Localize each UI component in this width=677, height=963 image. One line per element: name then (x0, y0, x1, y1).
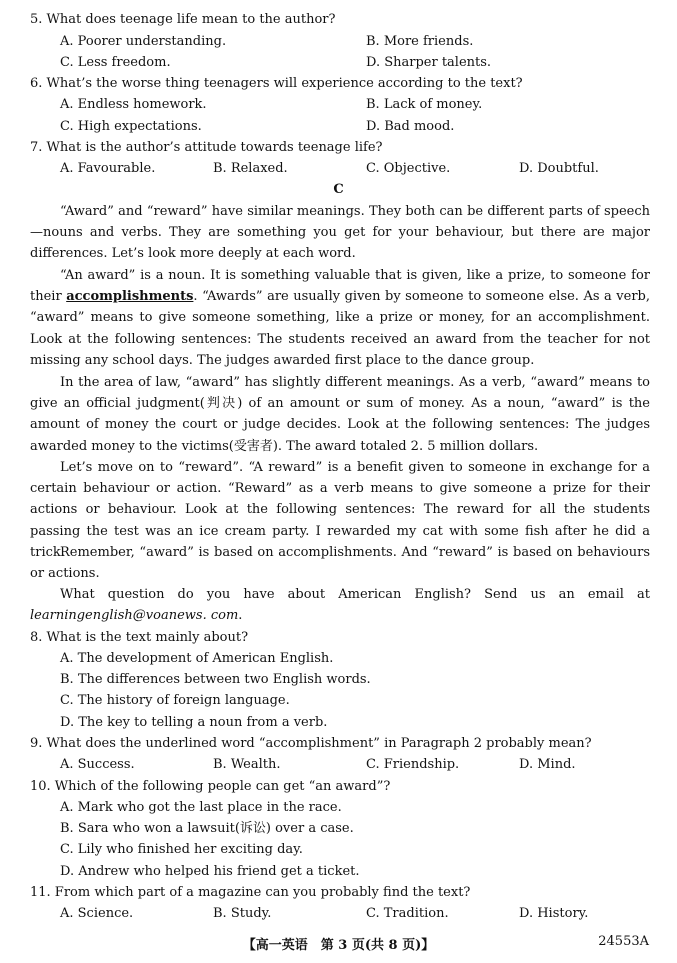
question-5: 5. What does teenage life mean to the author? (30, 12, 336, 27)
q8-option-c: C. The history of foreign language. (60, 693, 290, 708)
passage-paragraph-1: “Award” and “reward” have similar meanings. They both can be different parts of speech—nouns and verbs. They are something you get for your behaviour, but there are major differences. Let’s look more deeply at each word. (30, 204, 650, 262)
p2-text-start: “An award” is a noun. It is something valuable that is given, like a prize, to someone for their (30, 268, 650, 305)
question-9: 9. What does the underlined word “accomplishment” in Paragraph 2 probably mean? (30, 736, 592, 751)
q9-option-b: B. Wealth. (213, 757, 281, 772)
question-7: 7. What is the author’s attitude towards teenage life? (30, 140, 383, 155)
underlined-word-accomplishments: accomplishments (66, 289, 194, 305)
p6-text-start: What question do you have about American English? Send us an email at (60, 587, 650, 602)
passage-paragraph-5: Remember, “award” is based on accomplishments. And “reward” is based on behaviours or actions. (30, 545, 650, 582)
q7-option-d: D. Doubtful. (519, 161, 599, 176)
section-heading: C (333, 182, 344, 197)
question-11: 11. From which part of a magazine can you probably find the text? (30, 885, 471, 900)
q11-option-d: D. History. (519, 906, 589, 921)
q6-option-d: D. Bad mood. (366, 119, 455, 134)
q9-option-d: D. Mind. (519, 757, 576, 772)
q7-option-a: A. Favourable. (60, 161, 156, 176)
q9-option-c: C. Friendship. (366, 757, 460, 772)
q10-option-c: C. Lily who finished her exciting day. (60, 842, 303, 857)
q5-option-d: D. Sharper talents. (366, 55, 492, 70)
exam-code: 24553A (598, 934, 649, 949)
q5-option-a: A. Poorer understanding. (60, 34, 227, 49)
question-8: 8. What is the text mainly about? (30, 630, 249, 645)
passage-paragraph-2 (30, 265, 650, 371)
q10-option-a: A. Mark who got the last place in the race. (60, 800, 342, 815)
q10-option-d: D. Andrew who helped his friend get a ticket. (60, 864, 360, 879)
q5-option-c: C. Less freedom. (60, 55, 171, 70)
q7-option-b: B. Relaxed. (213, 161, 288, 176)
email-address: learningenglish@voanews. com (30, 608, 239, 624)
p6-text-end: . (238, 608, 243, 624)
q9-option-a: A. Success. (60, 757, 135, 772)
q7-option-c: C. Objective. (366, 161, 451, 176)
q6-option-b: B. Lack of money. (366, 97, 483, 112)
q6-option-c: C. High expectations. (60, 119, 202, 134)
p2-text-end: . “Awards” are usually given by someone to someone else. As a verb, “award” means to give someone something, like a prize or money, for an accomplishment. Look at the following sentences: The students received an award from the teacher for not missing any school days. The judges awarded first place to the dance group. (30, 289, 650, 368)
q11-option-a: A. Science. (60, 906, 134, 921)
q8-option-a: A. The development of American English. (60, 651, 334, 666)
question-6: 6. What’s the worse thing teenagers will experience according to the text? (30, 76, 523, 91)
passage-paragraph-4: Let’s move on to “reward”. “A reward” is a benefit given to someone in exchange for a certain behaviour or action. “Reward” as a verb means to give someone a prize for their actions or behaviour. Look at the following sentences: The reward for all the students passing the test was an ice cream party. I rewarded my cat with some fish after he did a trick. (30, 460, 650, 560)
passage-paragraph-6 (30, 584, 650, 626)
q6-option-a: A. Endless homework. (60, 97, 207, 112)
q8-option-b: B. The differences between two English words. (60, 672, 371, 687)
q5-option-b: B. More friends. (366, 34, 474, 49)
q11-option-b: B. Study. (213, 906, 272, 921)
passage-paragraph-3: In the area of law, “award” has slightly different meanings. As a verb, “award” means to give an official judgment(判决) of an amount or sum of money. As a noun, “award” is the amount of money the court or judge decides. Look at the following sentences: The judges awarded money to the victims(受害者). The award totaled 2. 5 million dollars. (30, 375, 650, 454)
page-number-label: 【高一英语 第 3 页(共 8 页)】 (242, 938, 435, 953)
q8-option-d: D. The key to telling a noun from a verb. (60, 715, 328, 730)
q11-option-c: C. Tradition. (366, 906, 449, 921)
q10-option-b: B. Sara who won a lawsuit(诉讼) over a case. (60, 821, 354, 836)
question-10: 10. Which of the following people can get “an award”? (30, 779, 391, 794)
